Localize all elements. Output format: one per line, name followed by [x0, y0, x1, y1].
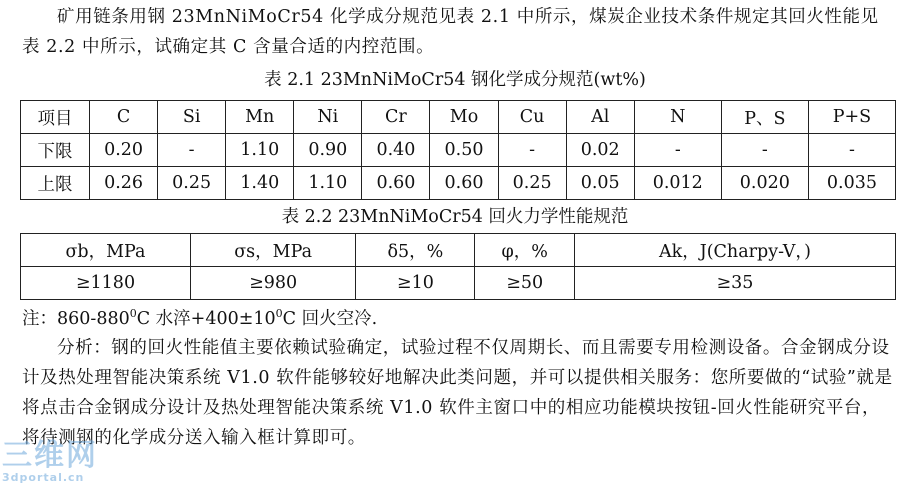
table-cell: ≥35	[574, 267, 895, 300]
table-cell: 0.020	[721, 167, 808, 200]
table-cell: 0.012	[634, 167, 721, 200]
table-header-row	[21, 234, 896, 267]
tempering-properties-table	[20, 233, 896, 300]
header-cell: P+S	[808, 101, 895, 134]
header-cell: Si	[158, 101, 226, 134]
intro-paragraph: 矿用链条用钢 23MnNiMoCr54 化学成分规范见表 2.1 中所示，煤炭企业技术条件规定其回火性能见表 2.2 中所示，试确定其 C 含量合适的内控范围。	[22, 7, 879, 57]
table-cell: ≥1180	[21, 267, 191, 300]
table-header-row	[21, 101, 896, 134]
chemical-composition-table	[20, 100, 896, 200]
table-cell: 0.02	[566, 134, 634, 167]
row-label: 上限	[21, 167, 90, 200]
header-cell: Al	[566, 101, 634, 134]
table-cell: ≥10	[356, 267, 475, 300]
header-cell: Cu	[498, 101, 566, 134]
note-middle: C 水淬+400±10	[136, 309, 276, 329]
table-cell: 0.50	[430, 134, 498, 167]
table-cell: ≥50	[475, 267, 574, 300]
table-cell: -	[634, 134, 721, 167]
table-cell: 0.60	[362, 167, 430, 200]
table-row-lower-limit	[21, 134, 896, 167]
table-row-upper-limit	[21, 167, 896, 200]
header-cell: Mn	[226, 101, 294, 134]
table-row	[21, 267, 896, 300]
watermark-text: 三维网	[2, 438, 98, 473]
header-cell: Mo	[430, 101, 498, 134]
header-cell: C	[90, 101, 158, 134]
table-cell: -	[808, 134, 895, 167]
table-cell: 0.90	[294, 134, 362, 167]
header-cell: N	[634, 101, 721, 134]
table-cell: 0.035	[808, 167, 895, 200]
table-cell: -	[721, 134, 808, 167]
table-cell: ≥980	[190, 267, 355, 300]
table2-caption: 表 2.2 23MnNiMoCr54 回火力学性能规范	[281, 207, 629, 227]
row-label: 下限	[21, 134, 90, 167]
table-cell: 0.05	[566, 167, 634, 200]
table-cell: 0.26	[90, 167, 158, 200]
watermark-url: 3dportal.cn	[2, 471, 85, 484]
table-cell: -	[498, 134, 566, 167]
table-cell: 1.10	[226, 134, 294, 167]
header-cell: φ，%	[475, 234, 574, 267]
table-cell: 1.40	[226, 167, 294, 200]
table-cell: 0.60	[430, 167, 498, 200]
note-suffix: C 回火空冷.	[282, 309, 378, 329]
site-watermark	[2, 440, 98, 484]
table-cell: 0.20	[90, 134, 158, 167]
header-cell: Ni	[294, 101, 362, 134]
table-cell: 1.10	[294, 167, 362, 200]
header-cell: Cr	[362, 101, 430, 134]
note-prefix: 注：860-880	[22, 309, 130, 329]
degree-mark: 0	[275, 307, 283, 320]
header-cell: 项目	[21, 101, 90, 134]
table-cell: -	[158, 134, 226, 167]
degree-mark: 0	[129, 307, 137, 320]
table1-caption: 表 2.1 23MnNiMoCr54 钢化学成分规范(wt%)	[264, 70, 646, 90]
header-cell: δ5，%	[356, 234, 475, 267]
table-cell: 0.40	[362, 134, 430, 167]
header-cell: σb，MPa	[21, 234, 191, 267]
header-cell: P、S	[721, 101, 808, 134]
heat-treatment-note	[22, 301, 377, 332]
table-cell: 0.25	[498, 167, 566, 200]
header-cell: σs，MPa	[190, 234, 355, 267]
table-cell: 0.25	[158, 167, 226, 200]
analysis-paragraph: 分析：钢的回火性能值主要依赖试验确定，试验过程不仅周期长、而且需要专用检测设备。合金钢成分设计及热处理智能决策系统 V1.0 软件能够较好地解决此类问题，并可以提供相关服务：您所要做的“试验”就是将点击合金钢成分设计及热处理智能决策系统 V1.0 软件主窗口中的相应功能模块按钮-回火性能研究平台，将待测钢的化学成分送入输入框计算即可。	[22, 338, 893, 448]
header-cell: Ak，J(Charpy-V，)	[574, 234, 895, 267]
